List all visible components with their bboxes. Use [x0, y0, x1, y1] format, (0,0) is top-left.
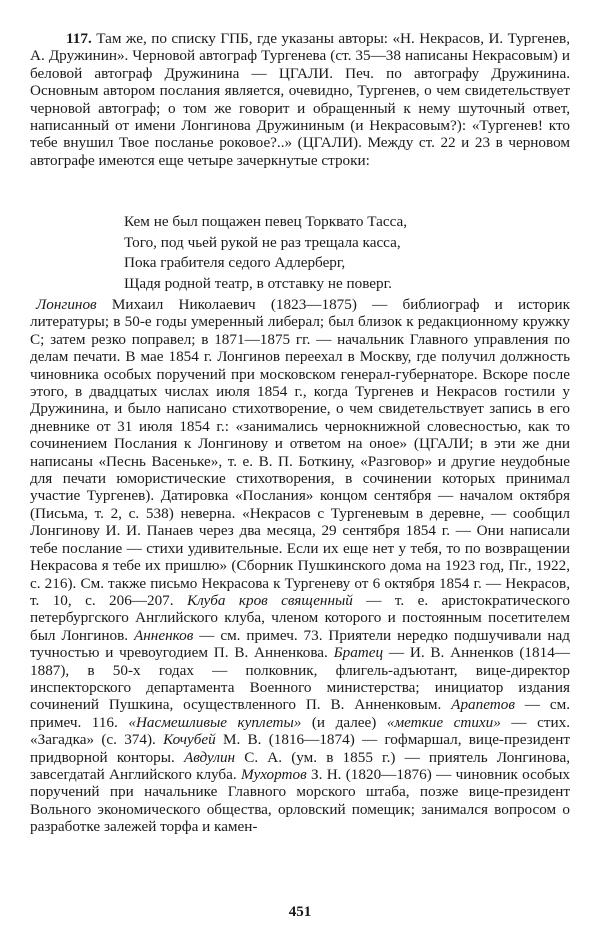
term-kochubei: Кочубей — [163, 731, 216, 749]
verse-line: Пока грабителя седого Адлерберг, — [124, 254, 346, 271]
commentary-text: — см. примеч. 73. Приятели нередко подшучивали над тучностью и чревоугодием П. В. Анненкова. — [30, 626, 570, 662]
commentary-text: — см. примеч. 116. — [30, 696, 570, 731]
term-longinov: Лонгинов — [36, 296, 97, 313]
commentary-text: Михаил Николаевич (1823—1875) — библиограф и историк литературы; в 50-е годы умеренный либерал; был близок к редакционному кружку С; затем резко поправел; в 1871—1875 гг. — начальник Главного управления по делам печати. В мае 1854 г. Лонгинов переехал в Москву, где получил должность чиновника особых поручений при московском генерал-губернаторе. Вскоре после этого, в двадцатых числах июля 1854 г., когда Тургенев и Некрасов гостили у Дружинина, и было написано стихотворение, о чем свидетельствует запись в его дневнике от 31 июля 1854 г.: «занимались чернокнижной словесностью, как то сочинением Послания к Лонгинову и ответом на оное» (ЦГАЛИ; в эти же дни написаны «Песнь Васеньке», т. е. В. П. Боткину, «Разговор» и другие неудобные для печати юмористические стихотворения, в сочинении которых принимал участие Тургенев). Датировка «Послания» концом сентября — началом октября (Письма, т. 2, с. 538) неверна. «Некрасов с Тургеневым в деревне, — сообщил Лонгинову И. И. Панаев через два месяца, 29 сентября 1854 г. — Они написали тебе послание — стихи удивительные. Если их еще нет у тебя, то по возвращении Некрасова я тебе их пришлю» (Сборник Пушкинского дома на 1923 год, Пг., 1922, с. 216). См. также письмо Некрасова к Тургеневу от 6 октября 1854 г. — Некрасов, т. 10, с. 206—207. — [30, 296, 570, 609]
commentary-text: — И. В. Анненков (1814—1887), в 50-х годах — полковник, флигель-адъютант, вице-директор инспекторского департамента Военного министерства; инициатор издания сочинений Пушкина, осуществленного П. В. Анненковым. — [30, 644, 570, 714]
term-kuplety: «Насмешливые куплеты» — [128, 713, 302, 731]
crossed-out-verse — [124, 212, 407, 294]
endnote-text: Там же, по списку ГПБ, где указаны авторы: «Н. Некрасов, И. Тургенев, А. Дружинин». Черновой автограф Тургенева (ст. 35—38 написаны Некрасовым) и беловой автограф Дружинина — ЦГАЛИ. Печ. по автографу Дружинина. Основным автором послания является, очевидно, Тургенев, о чем свидетельствует черновой автограф; о том же говорит и обращенный к нему шуточный ответ, написанный от имени Лонгинова Дружининым (и Некрасовым?): «Тургенев! кто тебе внушил Твое посланье роковое?..» (ЦГАЛИ). Между ст. 22 и 23 в черновом автографе имеются еще четыре зачеркнутые строки: — [30, 30, 570, 169]
term-club: Клуба кров священный — [186, 591, 353, 609]
term-arapetov: Арапетов — [451, 696, 515, 714]
commentary-text: — т. е. аристократического петербургского Английского клуба, членом которого и постоянным посетителем был Лонгинов. — [30, 591, 570, 644]
commentary-text: М. В. (1816—1874) — гофмаршал, вице-президент придворной конторы. — [30, 731, 570, 766]
commentary-paragraph — [30, 296, 570, 836]
term-stikhi: «меткие стихи» — [386, 713, 501, 731]
term-bratets: Братец — [333, 644, 384, 662]
verse-line: Кем не был пощажен певец Торквато Тасса, — [124, 213, 408, 230]
commentary-text: (и далее) — [301, 713, 387, 731]
verse-line: Щадя родной театр, в отставку не поверг. — [124, 274, 392, 292]
term-avdulin: Авдулин — [183, 748, 236, 766]
commentary-text: С. А. (ум. в 1855 г.) — приятель Лонгинова, завсегдатай Английского клуба. — [30, 748, 570, 783]
commentary-text: — стих. «Загадка» (с. 374). — [30, 713, 570, 749]
term-mukhortov: Мухортов — [241, 765, 307, 783]
term-annenkov: Анненков — [134, 626, 194, 644]
endnote-number: 117. — [66, 30, 92, 47]
verse-line: Того, под чьей рукой не раз трещала касса, — [124, 233, 401, 251]
endnote-117 — [30, 30, 570, 169]
commentary-text: З. Н. (1820—1876) — чиновник особых поручений при начальнике Главного морского штаба, позже вице-президент Вольного экономического общества, орловский помещик; занимался вопросом о разработке залежей торфа и камен- — [30, 765, 570, 836]
page-number: 451 — [288, 904, 312, 920]
